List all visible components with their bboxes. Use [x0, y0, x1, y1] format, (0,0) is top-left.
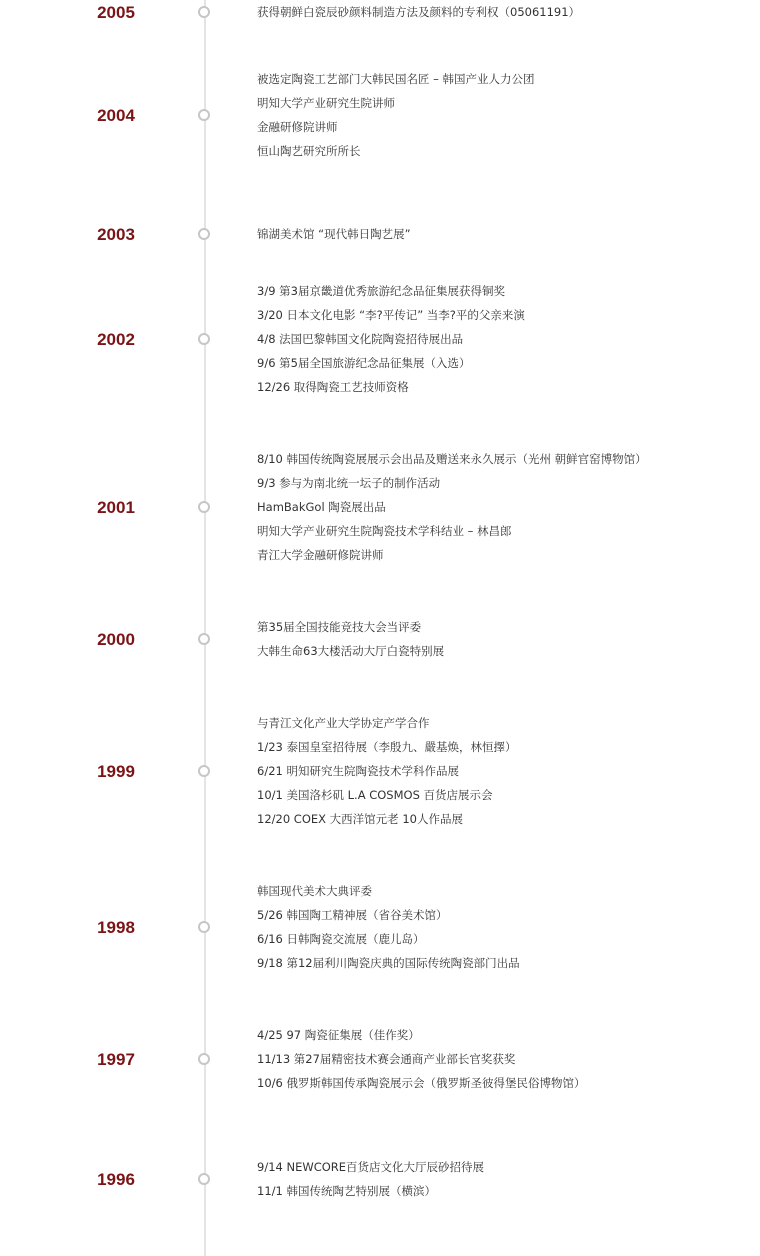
- event-item: 3/9 第3届京畿道优秀旅游纪念品征集展获得铜奖: [257, 284, 505, 298]
- event-item: 8/10 韩国传统陶瓷展展示会出品及赠送来永久展示（光州 朝鲜官窑博物馆）: [257, 452, 647, 466]
- year-label: 2004: [97, 106, 135, 125]
- timeline-dot-icon: [198, 228, 210, 240]
- event-item: 10/6 俄罗斯韩国传承陶瓷展示会（俄罗斯圣彼得堡民俗博物馆）: [257, 1076, 586, 1090]
- event-list: [257, 67, 747, 163]
- event-item: 与青江文化产业大学协定产学合作: [257, 716, 430, 730]
- event-list: [257, 711, 747, 831]
- event-item: 明知大学产业研究生院讲师: [257, 96, 395, 110]
- event-item: 11/1 韩国传统陶艺特别展（横滨）: [257, 1184, 436, 1198]
- event-item: 9/14 NEWCORE百货店文化大厅辰砂招待展: [257, 1160, 485, 1174]
- timeline-dot-icon: [198, 501, 210, 513]
- event-item: 获得朝鲜白瓷辰砂颜料制造方法及颜料的专利权（05061191）: [257, 5, 581, 19]
- event-item: 韩国现代美术大典评委: [257, 884, 372, 898]
- timeline-dot-icon: [198, 633, 210, 645]
- event-list: [257, 615, 747, 663]
- event-list: [257, 222, 747, 246]
- event-item: 被选定陶瓷工艺部门大韩民国名匠 – 韩国产业人力公团: [257, 72, 535, 86]
- event-item: 4/8 法国巴黎韩国文化院陶瓷招待展出品: [257, 332, 464, 346]
- event-list: [257, 1155, 747, 1203]
- timeline-dot-icon: [198, 6, 210, 18]
- timeline-dot-icon: [198, 109, 210, 121]
- year-label: 1996: [97, 1170, 135, 1189]
- year-label: 2005: [97, 3, 135, 22]
- year-label: 1998: [97, 918, 135, 937]
- event-item: HamBakGol 陶瓷展出品: [257, 500, 386, 514]
- year-label: 2000: [97, 630, 135, 649]
- event-item: 青江大学金融研修院讲师: [257, 548, 384, 562]
- timeline-dot-icon: [198, 921, 210, 933]
- event-list: [257, 879, 747, 975]
- event-item: 9/6 第5届全国旅游纪念品征集展（入选）: [257, 356, 471, 370]
- year-label: 2001: [97, 498, 135, 517]
- event-item: 3/20 日本文化电影 “李?平传记” 当李?平的父亲来演: [257, 308, 525, 322]
- timeline-axis-line: [204, 0, 206, 1256]
- event-item: 10/1 美国洛杉矶 L.A COSMOS 百货店展示会: [257, 788, 493, 802]
- event-list: [257, 279, 747, 399]
- event-item: 6/21 明知研究生院陶瓷技术学科作品展: [257, 764, 459, 778]
- event-item: 9/3 参与为南北统一坛子的制作活动: [257, 476, 441, 490]
- year-label: 1997: [97, 1050, 135, 1069]
- event-item: 明知大学产业研究生院陶瓷技术学科结业 – 林昌郎: [257, 524, 512, 538]
- timeline-dot-icon: [198, 333, 210, 345]
- timeline-dot-icon: [198, 765, 210, 777]
- event-item: 大韩生命63大楼活动大厅白瓷特别展: [257, 644, 445, 658]
- event-item: 5/26 韩国陶工精神展（省谷美术馆）: [257, 908, 448, 922]
- event-list: [257, 447, 747, 567]
- year-label: 1999: [97, 762, 135, 781]
- year-label: 2003: [97, 225, 135, 244]
- event-item: 12/26 取得陶瓷工艺技师资格: [257, 380, 409, 394]
- event-list: [257, 1023, 747, 1095]
- timeline-dot-icon: [198, 1053, 210, 1065]
- event-list: [257, 0, 747, 24]
- event-item: 6/16 日韩陶瓷交流展（鹿儿岛）: [257, 932, 425, 946]
- year-label: 2002: [97, 330, 135, 349]
- event-item: 恒山陶艺研究所所长: [257, 144, 361, 158]
- timeline-dot-icon: [198, 1173, 210, 1185]
- event-item: 4/25 97 陶瓷征集展（佳作奖）: [257, 1028, 420, 1042]
- event-item: 12/20 COEX 大西洋馆元老 10人作品展: [257, 812, 463, 826]
- event-item: 锦湖美术馆 “现代韩日陶艺展”: [257, 227, 411, 241]
- event-item: 第35届全国技能竞技大会当评委: [257, 620, 422, 634]
- event-item: 金融研修院讲师: [257, 120, 338, 134]
- event-item: 1/23 泰国皇室招待展（李殷九、嚴基焕，林恒擇）: [257, 740, 517, 754]
- event-item: 9/18 第12届利川陶瓷庆典的国际传统陶瓷部门出品: [257, 956, 520, 970]
- event-item: 11/13 第27届精密技术赛会通商产业部长官奖获奖: [257, 1052, 516, 1066]
